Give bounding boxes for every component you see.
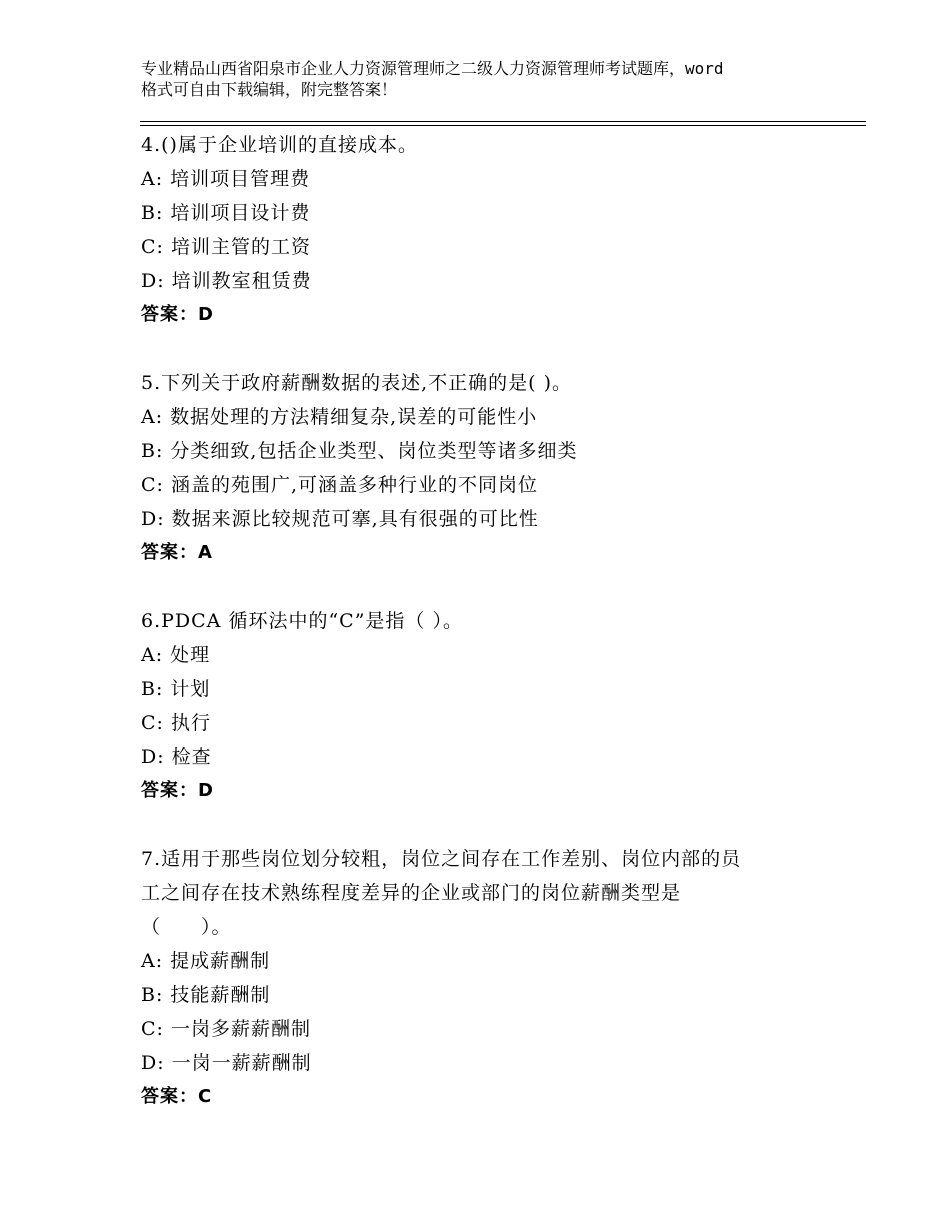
question-7 [141,842,866,1114]
option-d: D: 数据来源比较规范可搴,具有很强的可比性 [141,508,539,530]
option-c: C: 执行 [141,712,211,734]
question-list [141,128,866,1114]
question-stem [141,842,866,944]
question-5 [141,366,866,570]
option-c: C: 一岗多薪薪酬制 [141,1018,311,1040]
option-a: A: 处理 [141,644,211,666]
question-stem [141,128,866,162]
option-c: C: 培训主管的工资 [141,236,311,258]
stem-line: 6.PDCA 循环法中的“C”是指（ ）。 [141,610,463,632]
question-4 [141,128,866,332]
question-gap [141,808,866,842]
stem-line: 7.适用于那些岗位划分较粗，岗位之间存在工作差别、岗位内部的员 [141,848,742,870]
header-line-2: 格式可自由下载编辑，附完整答案！ [141,80,398,99]
option-d: D: 一岗一薪薪酬制 [141,1052,312,1074]
option-c: C: 涵盖的苑围广,可涵盖多种行业的不同岗位 [141,474,539,496]
option-a: A: 培训项目管理费 [141,168,311,190]
question-stem [141,366,866,400]
option-d: D: 检查 [141,746,212,768]
answer: 答案：C [141,1086,213,1107]
stem-line: 工之间存在技术熟练程度差异的企业或部门的岗位薪酬类型是 [141,882,682,904]
option-b: B: 计划 [141,678,211,700]
option-d: D: 培训教室租赁费 [141,270,312,292]
stem-line: 5.下列关于政府薪酬数据的表述,不正确的是( )。 [141,372,573,394]
question-6 [141,604,866,808]
question-gap [141,570,866,604]
option-a: A: 提成薪酬制 [141,950,271,972]
stem-line: （ ）。 [141,916,232,938]
option-b: B: 技能薪酬制 [141,984,271,1006]
stem-line: 4.()属于企业培训的直接成本。 [141,134,418,156]
answer: 答案：D [141,780,214,801]
answer: 答案：A [141,542,213,563]
header-rule [140,121,866,126]
question-gap [141,332,866,366]
page-header [141,58,831,100]
answer: 答案：D [141,304,214,325]
question-stem [141,604,866,638]
option-b: B: 分类细致,包括企业类型、岗位类型等诸多细类 [141,440,578,462]
option-a: A: 数据处理的方法精细复杂,误差的可能性小 [141,406,538,428]
option-b: B: 培训项目设计费 [141,202,311,224]
header-line-1: 专业精品山西省阳泉市企业人力资源管理师之二级人力资源管理师考试题库，word [141,59,724,78]
